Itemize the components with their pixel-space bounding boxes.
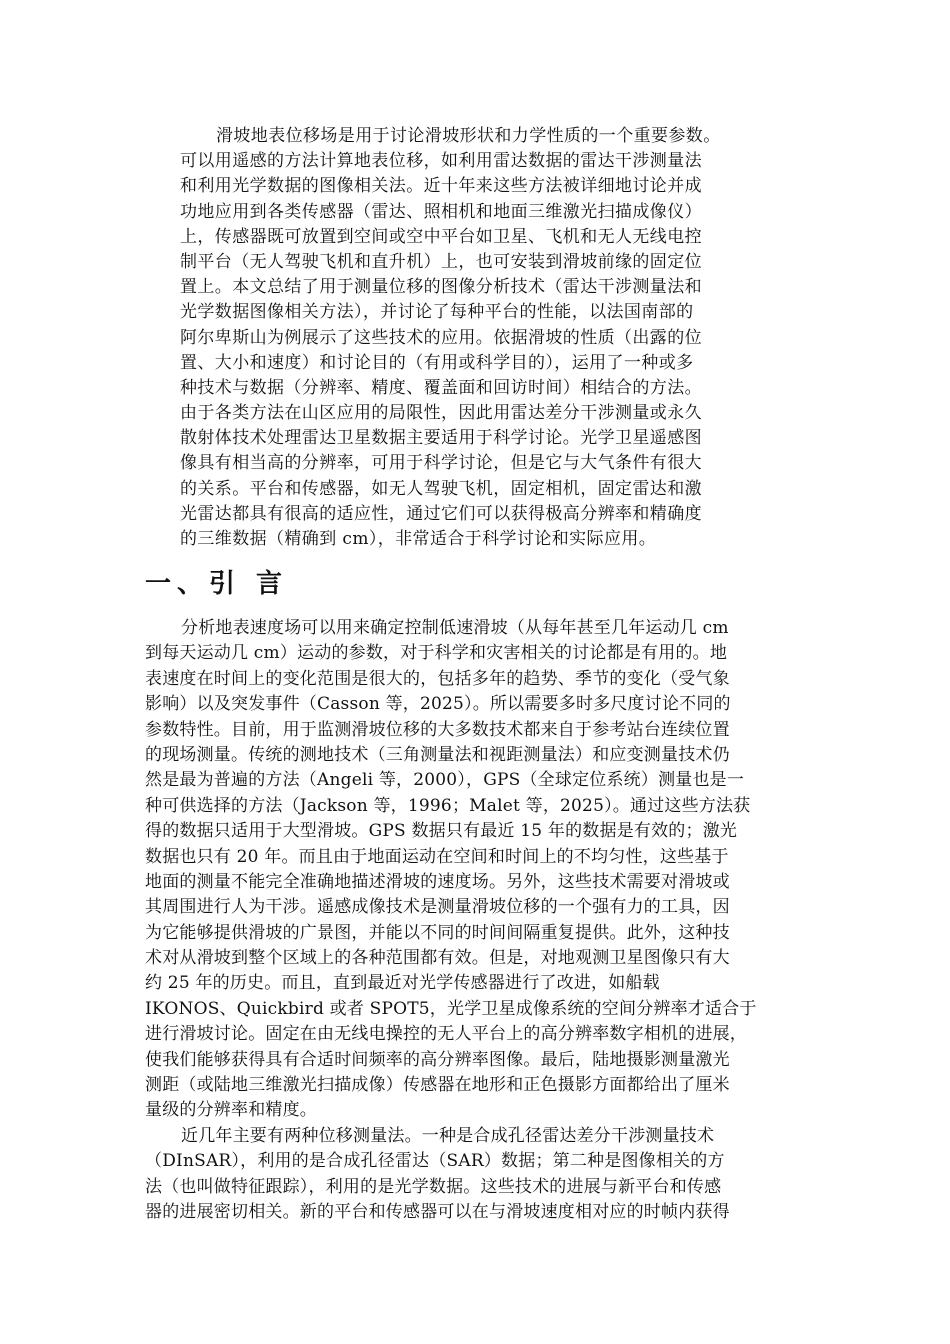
body-line: IKONOS、Quickbird 或者 SPOT5，光学卫星成像系统的空间分辨率才适合于 bbox=[145, 998, 757, 1019]
body-line: 表速度在时间上的变化范围是很大的，包括多年的趋势、季节的变化（受气象 bbox=[145, 668, 730, 689]
abstract-line: 滑坡地表位移场是用于讨论滑坡形状和力学性质的一个重要参数。 bbox=[216, 126, 721, 146]
body-text-block bbox=[145, 616, 810, 1225]
body-line: （DInSAR），利用的是合成孔径雷达（SAR）数据；第二种是图像相关的方 bbox=[145, 1151, 725, 1172]
body-line: 器的进展密切相关。新的平台和传感器可以在与滑坡速度相对应的时帧内获得 bbox=[145, 1201, 730, 1222]
abstract-line: 的关系。平台和传感器，如无人驾驶飞机，固定相机，固定雷达和激 bbox=[180, 478, 702, 499]
abstract-line: 光雷达都具有很高的适应性，通过它们可以获得极高分辨率和精确度 bbox=[180, 503, 702, 524]
body-line: 分析地表速度场可以用来确定控制低速滑坡（从每年甚至几年运动几 cm bbox=[181, 618, 729, 638]
abstract-line: 由于各类方法在山区应用的局限性，因此用雷达差分干涉测量或永久 bbox=[180, 403, 702, 424]
abstract-line: 的三维数据（精确到 cm），非常适合于科学讨论和实际应用。 bbox=[180, 529, 657, 549]
abstract-line: 置、大小和速度）和讨论目的（有用或科学目的），运用了一种或多 bbox=[180, 352, 694, 373]
body-line: 约 25 年的历史。而且，直到最近对光学传感器进行了改进，如船载 bbox=[145, 973, 660, 994]
abstract-line: 上，传感器既可放置到空间或空中平台如卫星、飞机和无人无线电控 bbox=[180, 226, 702, 247]
abstract-line: 可以用遥感的方法计算地表位移，如利用雷达数据的雷达干涉测量法 bbox=[180, 151, 702, 172]
body-line: 术对从滑坡到整个区域上的各种范围都有效。但是，对地观测卫星图像只有大 bbox=[145, 948, 730, 969]
body-line: 然是最为普遍的方法（Angeli 等，2000），GPS（全球定位系统）测量也是一 bbox=[145, 770, 745, 791]
body-line: 地面的测量不能完全准确地描述滑坡的速度场。另外，这些技术需要对滑坡或 bbox=[145, 871, 730, 892]
abstract-line: 散射体技术处理雷达卫星数据主要适用于科学讨论。光学卫星遥感图 bbox=[180, 428, 702, 449]
body-line: 测距（或陆地三维激光扫描成像）传感器在地形和正色摄影方面都给出了厘米 bbox=[145, 1075, 730, 1096]
body-line: 为它能够提供滑坡的广景图，并能以不同的时间间隔重复提供。此外，这种技 bbox=[145, 922, 730, 943]
abstract-line: 和利用光学数据的图像相关法。近十年来这些方法被详细地讨论并成 bbox=[180, 176, 702, 197]
body-line: 其周围进行人为干涉。遥感成像技术是测量滑坡位移的一个强有力的工具，因 bbox=[145, 897, 730, 918]
body-line: 种可供选择的方法（Jackson 等，1996；Malet 等，2025）。通过这些方法获 bbox=[145, 795, 751, 816]
body-line: 影响）以及突发事件（Casson 等，2025）。所以需要多时多尺度讨论不同的 bbox=[145, 694, 731, 715]
abstract-line: 制平台（无人驾驶飞机和直升机）上，也可安装到滑坡前缘的固定位 bbox=[180, 251, 702, 272]
abstract-block bbox=[180, 124, 770, 552]
body-line: 法（也叫做特征跟踪），利用的是光学数据。这些技术的进展与新平台和传感 bbox=[145, 1176, 722, 1197]
body-line: 进行滑坡讨论。固定在由无线电操控的无人平台上的高分辨率数字相机的进展， bbox=[145, 1024, 747, 1045]
abstract-line: 光学数据图像相关方法），并讨论了每种平台的性能，以法国南部的 bbox=[180, 302, 694, 323]
body-line: 的现场测量。传统的测地技术（三角测量法和视距测量法）和应变测量技术仍 bbox=[145, 744, 730, 765]
body-line: 得的数据只适用于大型滑坡。GPS 数据只有最近 15 年的数据是有效的；激光 bbox=[145, 821, 738, 842]
body-line: 量级的分辨率和精度。 bbox=[145, 1100, 317, 1121]
body-line: 近几年主要有两种位移测量法。一种是合成孔径雷达差分干涉测量技术 bbox=[181, 1125, 715, 1146]
section-heading: 一、引 言 bbox=[145, 569, 289, 599]
abstract-line: 阿尔卑斯山为例展示了这些技术的应用。依据滑坡的性质（出露的位 bbox=[180, 327, 702, 348]
body-line: 到每天运动几 cm）运动的参数，对于科学和灾害相关的讨论都是有用的。地 bbox=[145, 643, 728, 664]
body-line: 数据也只有 20 年。而且由于地面运动在空间和时间上的不均匀性，这些基于 bbox=[145, 846, 729, 867]
body-line: 参数特性。目前，用于监测滑坡位移的大多数技术都来自于参考站台连续位置 bbox=[145, 719, 730, 740]
body-line: 使我们能够获得具有合适时间频率的高分辨率图像。最后，陆地摄影测量激光 bbox=[145, 1049, 730, 1070]
abstract-line: 像具有相当高的分辨率，可用于科学讨论，但是它与大气条件有很大 bbox=[180, 453, 702, 474]
abstract-line: 置上。本文总结了用于测量位移的图像分析技术（雷达干涉测量法和 bbox=[180, 277, 702, 298]
abstract-line: 功地应用到各类传感器（雷达、照相机和地面三维激光扫描成像仪） bbox=[180, 201, 702, 222]
abstract-line: 种技术与数据（分辨率、精度、覆盖面和回访时间）相结合的方法。 bbox=[180, 377, 702, 398]
